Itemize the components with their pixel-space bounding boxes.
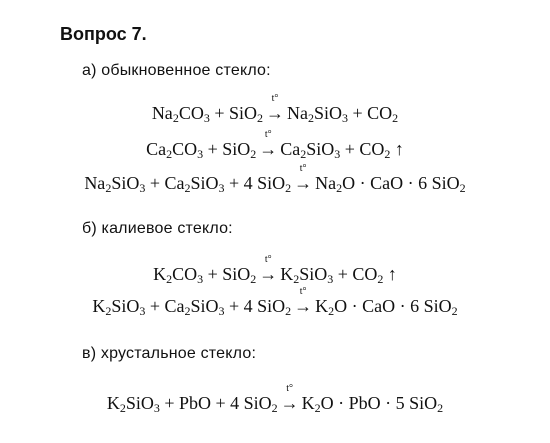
reaction-arrow-icon: t° →	[294, 163, 313, 193]
lhs-formula-text: + 4 SiO	[224, 296, 286, 316]
section-label-potassium-glass: б) калиевое стекло:	[82, 220, 233, 237]
lhs-formula-text: + SiO	[203, 264, 251, 284]
lhs-subscript: 2	[285, 304, 292, 318]
lhs-subscript: 2	[105, 181, 112, 195]
lhs-formula-text: Ca	[146, 139, 167, 159]
lhs-formula-text: CO	[172, 139, 198, 159]
rhs-subscript: 2	[384, 147, 391, 161]
reaction-arrow-icon: t° →	[266, 93, 284, 123]
lhs-subscript: 2	[184, 304, 191, 318]
rhs-formula-text: Na	[287, 103, 308, 123]
lhs-subscript: 2	[166, 272, 173, 286]
lhs-subscript: 2	[285, 181, 292, 195]
reaction-arrow-icon: t° →	[259, 254, 278, 284]
rhs-formula-text: + CO	[348, 103, 393, 123]
rhs-subscript: 2	[308, 111, 314, 125]
lhs-subscript: 2	[119, 401, 126, 415]
reaction-arrow-icon: t° →	[259, 129, 278, 159]
rhs-subscript: 3	[334, 147, 341, 161]
lhs-formula-text: + 4 SiO	[224, 173, 286, 193]
rhs-subscript: 3	[327, 272, 334, 286]
lhs-formula-text: CO	[172, 264, 198, 284]
lhs-formula-text: SiO	[111, 173, 140, 193]
lhs-subscript: 3	[203, 111, 210, 125]
temperature-label: t°	[264, 129, 272, 140]
lhs-subscript: 2	[184, 181, 191, 195]
lhs-formula-text: Na	[151, 103, 173, 123]
lhs-formula-text: CO	[178, 103, 204, 123]
lhs-formula-text: K	[92, 296, 106, 316]
gas-evolution-arrow-icon: ↑	[383, 264, 397, 284]
rhs-subscript: 2	[459, 181, 466, 195]
lhs-formula-text: SiO	[190, 296, 219, 316]
rhs-formula-text: + CO	[333, 264, 378, 284]
lhs-subscript: 2	[250, 272, 257, 286]
rhs-subscript: 2	[336, 181, 343, 195]
temperature-label: t°	[271, 93, 279, 104]
rhs-subscript: 2	[377, 272, 384, 286]
reaction-arrow-icon: t° →	[280, 383, 299, 413]
equation-2	[0, 129, 550, 162]
rhs-formula-text: O · PbO · 5 SiO	[320, 393, 438, 413]
rhs-formula-text: SiO	[299, 264, 328, 284]
rhs-formula-text: K	[301, 393, 315, 413]
lhs-subscript: 2	[257, 111, 263, 125]
lhs-subscript: 2	[250, 147, 257, 161]
lhs-formula-text: + PbO + 4 SiO	[159, 393, 272, 413]
section-label-ordinary-glass: а) обыкновенное стекло:	[82, 62, 271, 79]
lhs-subscript: 3	[197, 272, 204, 286]
lhs-formula-text: Na	[84, 173, 106, 193]
lhs-subscript: 2	[166, 147, 173, 161]
lhs-subscript: 3	[218, 181, 225, 195]
lhs-formula-text: + Ca	[145, 296, 185, 316]
lhs-subscript: 2	[172, 111, 179, 125]
rhs-formula-text: Na	[315, 173, 337, 193]
reaction-arrow-icon: t° →	[294, 286, 313, 316]
lhs-formula-text: SiO	[111, 296, 140, 316]
rhs-subscript: 3	[342, 111, 349, 125]
lhs-subscript: 3	[218, 304, 225, 318]
lhs-formula-text: SiO	[125, 393, 154, 413]
rhs-subscript: 2	[293, 272, 300, 286]
rhs-formula-text: O · CaO · 6 SiO	[334, 296, 452, 316]
gas-evolution-arrow-icon: ↑	[390, 139, 404, 159]
equation-3	[0, 163, 550, 196]
rhs-formula-text: K	[315, 296, 329, 316]
lhs-subscript: 2	[105, 304, 112, 318]
lhs-subscript: 3	[153, 401, 160, 415]
rhs-subscript: 2	[392, 111, 399, 125]
lhs-subscript: 3	[139, 304, 146, 318]
lhs-formula-text: + SiO	[209, 103, 257, 123]
rhs-formula-text: SiO	[314, 103, 343, 123]
equation-1	[0, 93, 550, 126]
rhs-subscript: 2	[437, 401, 444, 415]
lhs-formula-text: + SiO	[203, 139, 251, 159]
lhs-formula-text: K	[106, 393, 120, 413]
rhs-subscript: 2	[451, 304, 458, 318]
lhs-formula-text: K	[153, 264, 167, 284]
lhs-subscript: 3	[197, 147, 204, 161]
rhs-subscript: 2	[314, 401, 321, 415]
lhs-subscript: 3	[139, 181, 146, 195]
lhs-formula-text: + Ca	[145, 173, 185, 193]
rhs-formula-text: + CO	[340, 139, 385, 159]
equation-5	[0, 286, 550, 319]
rhs-formula-text: Ca	[280, 139, 301, 159]
section-label-crystal-glass: в) хрустальное стекло:	[82, 345, 257, 362]
equation-6	[0, 383, 550, 416]
rhs-formula-text: K	[280, 264, 294, 284]
temperature-label: t°	[286, 383, 294, 394]
question-heading: Вопрос 7.	[60, 24, 147, 44]
temperature-label: t°	[299, 163, 307, 174]
rhs-subscript: 2	[328, 304, 335, 318]
equation-4	[0, 254, 550, 287]
lhs-formula-text: SiO	[190, 173, 219, 193]
rhs-formula-text: SiO	[306, 139, 335, 159]
rhs-formula-text: O · CaO · 6 SiO	[342, 173, 460, 193]
temperature-label: t°	[264, 254, 272, 265]
rhs-subscript: 2	[300, 147, 307, 161]
temperature-label: t°	[299, 286, 307, 297]
lhs-subscript: 2	[271, 401, 278, 415]
